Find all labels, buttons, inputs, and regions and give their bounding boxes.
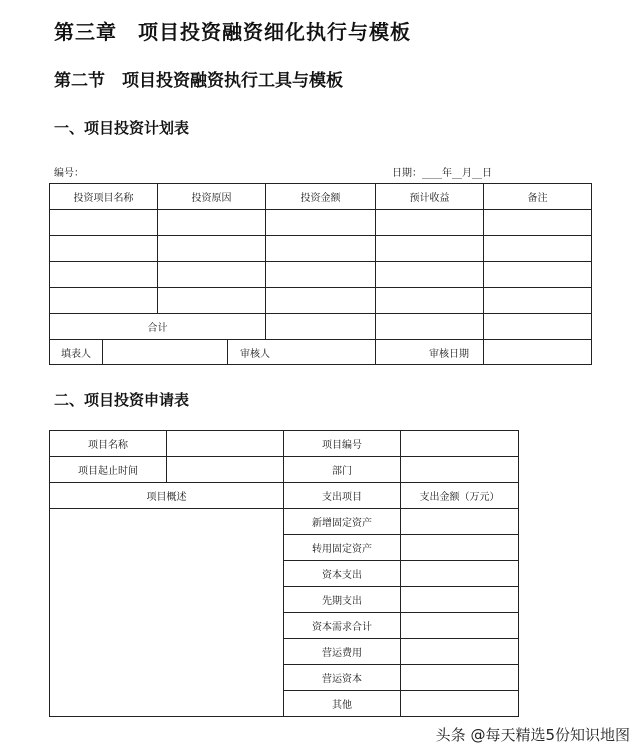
number-label: 编号： [54, 168, 84, 179]
table-cell [484, 288, 592, 314]
expense-amount [401, 613, 519, 639]
investment-plan-table [49, 183, 592, 365]
table-cell [158, 288, 266, 314]
table-cell [266, 236, 376, 262]
header-remarks: 备注 [484, 184, 592, 210]
table-cell [158, 262, 266, 288]
expense-amount [401, 665, 519, 691]
table-cell [266, 288, 376, 314]
filler-label: 填表人 [50, 340, 103, 365]
review-date-value [484, 340, 592, 365]
expense-amount [401, 509, 519, 535]
table-cell [158, 236, 266, 262]
review-date-label: 审核日期 [376, 340, 484, 365]
investment-application-table [49, 430, 519, 717]
table-row [50, 457, 519, 483]
table-cell [50, 236, 158, 262]
expense-item: 营运资本 [284, 665, 401, 691]
date-label: 日期：____年__月__日 [392, 168, 492, 179]
header-project-name: 投资项目名称 [50, 184, 158, 210]
apply-table-title: 二、项目投资申请表 [54, 391, 190, 409]
expense-item: 新增固定资产 [284, 509, 401, 535]
expense-item: 营运费用 [284, 639, 401, 665]
expense-amount [401, 561, 519, 587]
expense-amount [401, 639, 519, 665]
table-cell [376, 236, 484, 262]
table-cell [376, 288, 484, 314]
table-header-row [50, 184, 592, 210]
header-reason: 投资原因 [158, 184, 266, 210]
table-cell [376, 210, 484, 236]
reviewer-label: 审核人 [228, 340, 376, 365]
watermark-text: 头条 @每天精选5份知识地图 [435, 726, 630, 744]
project-period-label: 项目起止时间 [50, 457, 167, 483]
chapter-title: 第三章 项目投资融资细化执行与模板 [54, 20, 411, 44]
filler-value [103, 340, 228, 365]
table-row [50, 509, 519, 535]
department-value [401, 457, 519, 483]
table-row [50, 210, 592, 236]
header-expected-return: 预计收益 [376, 184, 484, 210]
table-cell [484, 210, 592, 236]
expense-item: 资本需求合计 [284, 613, 401, 639]
table-cell [50, 262, 158, 288]
expense-item: 先期支出 [284, 587, 401, 613]
expense-amount [401, 535, 519, 561]
table-cell [266, 210, 376, 236]
expense-amount [401, 691, 519, 717]
overview-value [50, 509, 284, 717]
project-number-label: 项目编号 [284, 431, 401, 457]
department-label: 部门 [284, 457, 401, 483]
table-row [50, 431, 519, 457]
expense-item-header: 支出项目 [284, 483, 401, 509]
section-title: 第二节 项目投资融资执行工具与模板 [54, 71, 343, 91]
table-cell [266, 314, 376, 340]
table-row [50, 288, 592, 314]
table-cell [266, 262, 376, 288]
table-cell [158, 210, 266, 236]
plan-table-title: 一、项目投资计划表 [54, 119, 190, 137]
expense-item: 转用固定资产 [284, 535, 401, 561]
project-name-value [167, 431, 284, 457]
expense-item: 资本支出 [284, 561, 401, 587]
table-row [50, 483, 519, 509]
table-cell [484, 314, 592, 340]
header-amount: 投资金额 [266, 184, 376, 210]
total-row [50, 314, 592, 340]
table-row [50, 236, 592, 262]
overview-label: 项目概述 [50, 483, 284, 509]
project-period-value [167, 457, 284, 483]
expense-item: 其他 [284, 691, 401, 717]
total-label: 合计 [50, 314, 266, 340]
expense-amount [401, 587, 519, 613]
table-cell [484, 236, 592, 262]
table-cell [376, 262, 484, 288]
table-cell [376, 314, 484, 340]
table-row [50, 262, 592, 288]
table-cell [50, 288, 158, 314]
project-number-value [401, 431, 519, 457]
table-cell [50, 210, 158, 236]
expense-amount-header: 支出金额（万元） [401, 483, 519, 509]
project-name-label: 项目名称 [50, 431, 167, 457]
table-cell [484, 262, 592, 288]
signature-row [50, 340, 592, 365]
